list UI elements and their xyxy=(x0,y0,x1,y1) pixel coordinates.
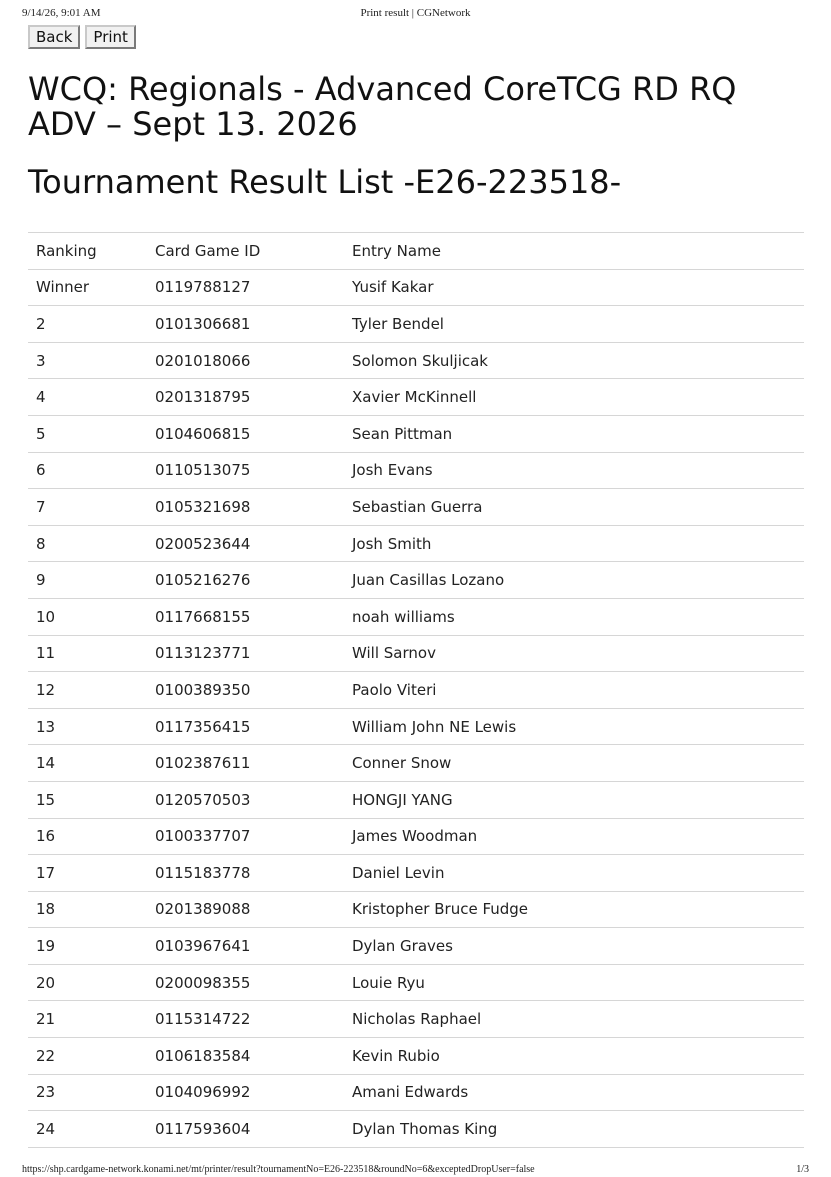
cell-ranking: 13 xyxy=(36,717,56,736)
cell-entry-name: HONGJI YANG xyxy=(352,790,453,809)
cell-ranking: 22 xyxy=(36,1046,56,1065)
cell-entry-name: Solomon Skuljicak xyxy=(352,351,488,370)
cell-entry-name: Paolo Viteri xyxy=(352,680,437,699)
cell-ranking: 18 xyxy=(36,900,56,919)
event-title: WCQ: Regionals - Advanced CoreTCG RD RQ ADV – Sept 13. 2026 xyxy=(28,70,737,143)
table-row xyxy=(28,635,804,672)
cell-ranking: 23 xyxy=(36,1083,56,1102)
cell-entry-name: Josh Evans xyxy=(352,461,433,480)
cell-card-game-id: 0200098355 xyxy=(155,973,251,992)
cell-entry-name: Dylan Graves xyxy=(352,937,453,956)
cell-ranking: 9 xyxy=(36,571,46,590)
cell-entry-name: Nicholas Raphael xyxy=(352,1010,482,1029)
cell-entry-name: Juan Casillas Lozano xyxy=(352,571,505,590)
header-card-game-id: Card Game ID xyxy=(155,241,261,260)
toolbar xyxy=(28,25,136,49)
table-header-row xyxy=(28,233,804,270)
table-row xyxy=(28,928,804,965)
cell-entry-name: Daniel Levin xyxy=(352,863,445,882)
cell-card-game-id: 0100389350 xyxy=(155,680,251,699)
cell-entry-name: James Woodman xyxy=(352,827,478,846)
cell-card-game-id: 0117593604 xyxy=(155,1120,251,1139)
print-footer xyxy=(22,1164,809,1177)
table-row xyxy=(28,489,804,526)
cell-entry-name: William John NE Lewis xyxy=(352,717,517,736)
cell-card-game-id: 0105216276 xyxy=(155,571,251,590)
cell-ranking: 19 xyxy=(36,937,56,956)
table-row xyxy=(28,672,804,709)
cell-entry-name: Will Sarnov xyxy=(352,644,436,663)
cell-entry-name: Sean Pittman xyxy=(352,424,453,443)
cell-entry-name: Josh Smith xyxy=(352,534,432,553)
cell-entry-name: Yusif Kakar xyxy=(352,278,434,297)
cell-entry-name: Dylan Thomas King xyxy=(352,1120,498,1139)
table-row xyxy=(28,342,804,379)
table-row xyxy=(28,818,804,855)
cell-ranking: 4 xyxy=(36,388,46,407)
page-number: 1/3 xyxy=(796,1164,809,1175)
table-row xyxy=(28,964,804,1001)
result-list-title: Tournament Result List -E26-223518- xyxy=(28,163,622,201)
cell-ranking: 21 xyxy=(36,1010,56,1029)
cell-entry-name: Kevin Rubio xyxy=(352,1046,440,1065)
cell-card-game-id: 0201318795 xyxy=(155,388,251,407)
print-header xyxy=(22,7,809,21)
cell-entry-name: Kristopher Bruce Fudge xyxy=(352,900,529,919)
table-row xyxy=(28,1111,804,1148)
cell-ranking: 10 xyxy=(36,607,56,626)
table-row xyxy=(28,708,804,745)
cell-entry-name: Amani Edwards xyxy=(352,1083,469,1102)
cell-card-game-id: 0115183778 xyxy=(155,863,251,882)
cell-card-game-id: 0101306681 xyxy=(155,314,251,333)
cell-card-game-id: 0119788127 xyxy=(155,278,251,297)
cell-card-game-id: 0104096992 xyxy=(155,1083,251,1102)
cell-card-game-id: 0110513075 xyxy=(155,461,251,480)
cell-ranking: 14 xyxy=(36,754,56,773)
cell-card-game-id: 0105321698 xyxy=(155,497,251,516)
table-row xyxy=(28,525,804,562)
cell-card-game-id: 0100337707 xyxy=(155,827,251,846)
cell-card-game-id: 0201018066 xyxy=(155,351,251,370)
cell-card-game-id: 0117668155 xyxy=(155,607,251,626)
cell-ranking: 5 xyxy=(36,424,46,443)
table-row xyxy=(28,1074,804,1111)
cell-entry-name: Tyler Bendel xyxy=(352,314,444,333)
table-row xyxy=(28,306,804,343)
cell-card-game-id: 0103967641 xyxy=(155,937,251,956)
cell-ranking: Winner xyxy=(36,278,90,297)
results-table xyxy=(28,232,804,1148)
cell-ranking: 3 xyxy=(36,351,46,370)
table-row xyxy=(28,562,804,599)
cell-card-game-id: 0115314722 xyxy=(155,1010,251,1029)
table-row xyxy=(28,1038,804,1075)
table-row xyxy=(28,598,804,635)
print-button[interactable]: Print xyxy=(85,25,136,49)
table-row xyxy=(28,452,804,489)
cell-card-game-id: 0120570503 xyxy=(155,790,251,809)
cell-ranking: 12 xyxy=(36,680,56,699)
table-row xyxy=(28,1001,804,1038)
cell-ranking: 11 xyxy=(36,644,56,663)
print-datetime: 9/14/26, 9:01 AM xyxy=(22,7,101,19)
cell-card-game-id: 0104606815 xyxy=(155,424,251,443)
cell-card-game-id: 0106183584 xyxy=(155,1046,251,1065)
cell-entry-name: Conner Snow xyxy=(352,754,452,773)
cell-ranking: 2 xyxy=(36,314,46,333)
back-button[interactable]: Back xyxy=(28,25,80,49)
table-row xyxy=(28,269,804,306)
cell-ranking: 15 xyxy=(36,790,56,809)
table-row xyxy=(28,855,804,892)
results-body xyxy=(28,269,804,1147)
table-row xyxy=(28,781,804,818)
table-row xyxy=(28,745,804,782)
cell-entry-name: Xavier McKinnell xyxy=(352,388,477,407)
cell-entry-name: noah williams xyxy=(352,607,455,626)
header-ranking: Ranking xyxy=(36,241,97,260)
cell-card-game-id: 0117356415 xyxy=(155,717,251,736)
cell-card-game-id: 0200523644 xyxy=(155,534,251,553)
cell-ranking: 7 xyxy=(36,497,46,516)
cell-entry-name: Sebastian Guerra xyxy=(352,497,483,516)
cell-card-game-id: 0102387611 xyxy=(155,754,251,773)
cell-ranking: 17 xyxy=(36,863,56,882)
cell-ranking: 6 xyxy=(36,461,46,480)
table-row xyxy=(28,415,804,452)
cell-card-game-id: 0113123771 xyxy=(155,644,251,663)
print-page-title: Print result | CGNetwork xyxy=(360,7,471,19)
cell-card-game-id: 0201389088 xyxy=(155,900,251,919)
cell-entry-name: Louie Ryu xyxy=(352,973,425,992)
table-row xyxy=(28,379,804,416)
cell-ranking: 20 xyxy=(36,973,56,992)
header-entry-name: Entry Name xyxy=(352,241,441,260)
print-url: https://shp.cardgame-network.konami.net/mt/printer/result?tournamentNo=E26-223518&roundNo=6&exceptedDropUser=false xyxy=(22,1164,535,1175)
cell-ranking: 24 xyxy=(36,1120,56,1139)
cell-ranking: 16 xyxy=(36,827,56,846)
table-row xyxy=(28,891,804,928)
cell-ranking: 8 xyxy=(36,534,46,553)
